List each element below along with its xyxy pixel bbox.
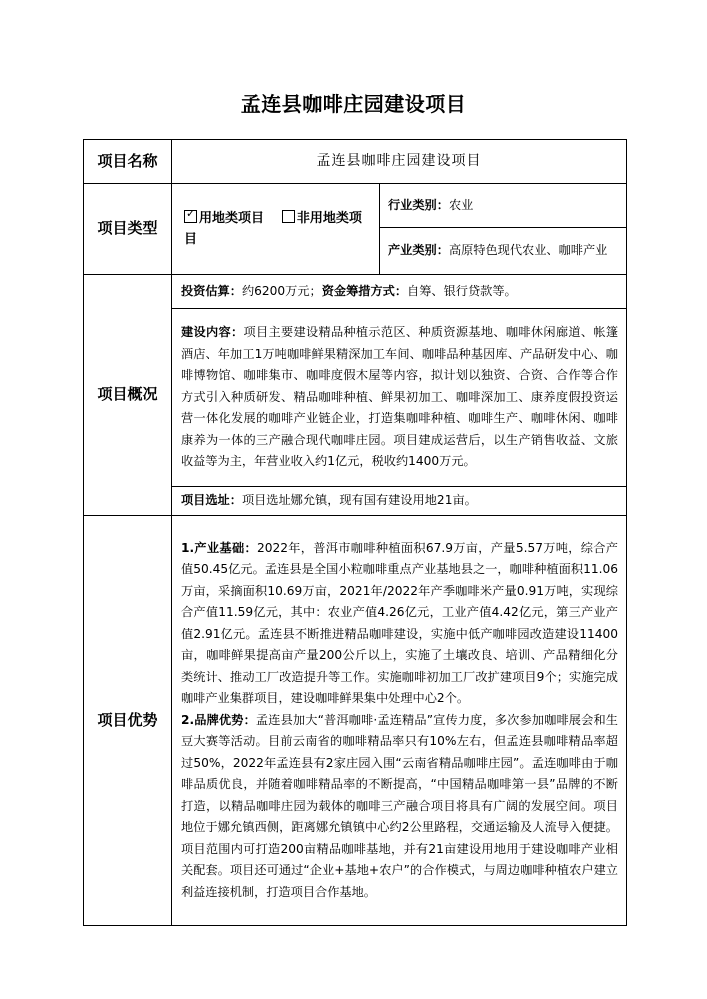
row-advantage — [84, 516, 627, 926]
project-table — [83, 139, 627, 926]
row-project-name — [84, 140, 627, 184]
advantage-paragraph-1 — [181, 538, 618, 710]
investment-value: 约6200万元； — [241, 283, 322, 298]
content-label: 建设内容： — [181, 325, 244, 340]
project-name-value: 孟连县咖啡庄园建设项目 — [172, 140, 627, 184]
option-land-use[interactable]: ✓ 用地类项目 — [186, 206, 265, 226]
label-project-type: 项目类型 — [84, 184, 172, 275]
site-label: 项目选址： — [181, 493, 242, 508]
site-text: 项目选址娜允镇，现有国有建设用地21亩。 — [241, 493, 477, 508]
investment-info — [172, 275, 627, 309]
document-title: 孟连县咖啡庄园建设项目 — [240, 92, 467, 116]
industry-base-label: 1.产业基础： — [181, 540, 257, 555]
industry-value: 农业 — [448, 197, 474, 212]
advantage-paragraph-2 — [181, 710, 618, 904]
label-advantage: 项目优势 — [84, 516, 172, 926]
funding-label: 资金筹措方式： — [321, 283, 408, 298]
row-overview-invest — [84, 275, 627, 309]
row-project-type — [84, 184, 627, 228]
investment-label: 投资估算： — [181, 283, 242, 298]
label-overview: 项目概况 — [84, 275, 172, 516]
funding-value: 自筹、银行贷款等。 — [407, 283, 517, 298]
content-text: 项目主要建设精品种植示范区、种质资源基地、咖啡休闲廊道、帐篷酒店、年加工1万吨咖啡鲜果精深加工车间、咖啡品种基因库、产品研发中心、咖啡博物馆、咖啡集市、咖啡度假木屋等内容，拟计划以独资、合资、合作等合作方式引入种质研发、精品咖啡种植、鲜果初加工、咖啡深加工、康养度假投资运营一体化发展的咖啡产业链企业，打造集咖啡种植、咖啡生产、咖啡休闲、咖啡康养为一体的三产融合现代咖啡庄园。项目建成运营后，以生产销售收益、文旅收益等为主，年营业收入约1亿元，税收约1400万元。 — [181, 325, 619, 469]
advantage-content — [172, 516, 627, 926]
checkbox-empty-icon[interactable] — [282, 210, 295, 223]
sector-category — [380, 228, 627, 275]
brand-advantage-label: 2.品牌优势： — [181, 712, 256, 727]
construction-content — [172, 309, 627, 487]
industry-category — [380, 184, 627, 228]
brand-advantage-text: 孟连县加大“普洱咖啡·孟连精品”宣传力度，多次参加咖啡展会和生豆大赛等活动。目前云南省的咖啡精品率只有10%左右，但孟连县咖啡精品率超过50%，2022年孟连县有2家庄园入围“云南省精品咖啡庄园”。孟连咖啡由于咖啡品质优良，并随着咖啡精品率的不断提高，“中国精品咖啡第一县”品牌的不断打造，以精品咖啡庄园为载体的咖啡三产融合项目将具有广阔的发展空间。项目地位于娜允镇西侧，距离娜允镇镇中心约2公里路程，交通运输及人流导入便捷。项目范围内可打造200亩精品咖啡基地，并有21亩建设用地用于建设咖啡产业相关配套。项目还可通过“企业+基地+农户”的合作模式，与周边咖啡种植农户建立利益连接机制，打造项目合作基地。 — [181, 712, 618, 899]
sector-label: 产业类别： — [388, 243, 449, 258]
industry-label: 行业类别： — [388, 197, 449, 212]
project-site — [172, 487, 627, 516]
sector-value: 高原特色现代农业、咖啡产业 — [448, 243, 608, 258]
label-project-name: 项目名称 — [84, 140, 172, 184]
industry-base-text: 2022年，普洱市咖啡种植面积67.9万亩，产量5.57万吨，综合产值50.45亿元。孟连县是全国小粒咖啡重点产业基地县之一，咖啡种植面积11.06万亩，采摘面积10.69万亩，2021年/2022年产季咖啡米产量0.91万吨，实现综合产值11.59亿元，其中：农业产值4.26亿元，工业产值4.42亿元，第三产业产值2.91亿元。孟连县不断推进精品咖啡建设，实施中低产咖啡园改造建设11400亩，咖啡鲜果提高亩产量200公斤以上，实施了土壤改良、培训、产品精细化分类统计、推动工厂改造提升等工作。实施咖啡初加工厂改扩建项目9个；实施完成咖啡产业集群项目，建设咖啡鲜果集中处理中心2个。 — [181, 540, 618, 706]
checkbox-checked-icon[interactable]: ✓ — [184, 210, 197, 223]
option-non-land-use[interactable]: 非用地类项目 — [184, 210, 362, 247]
project-type-options — [172, 184, 380, 275]
